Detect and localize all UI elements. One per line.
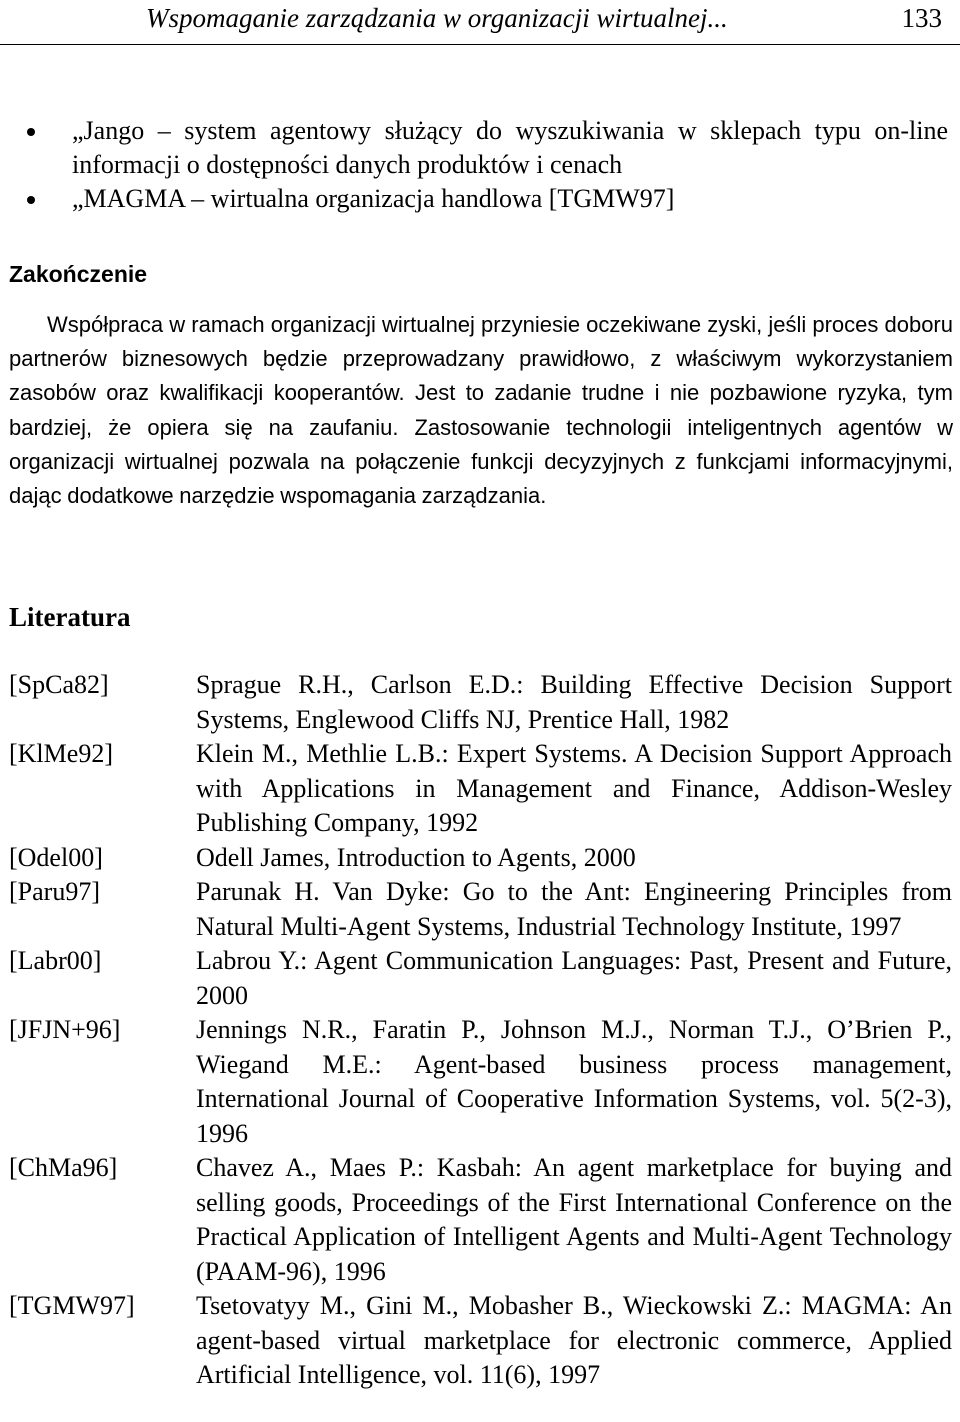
list-item [0,182,960,216]
reference-key: [SpCa82] [9,670,109,699]
section-heading-conclusion: Zakończenie [9,261,148,287]
bullet-text: „Jango – system agentowy służący do wyszukiwania w sklepach typu on-line informacji o dostępności danych produktów i cenach [72,116,948,179]
bullet-text: „MAGMA – wirtualna organizacja handlowa [TGMW97] [72,184,675,213]
reference-entry [0,668,960,737]
page-number: 133 [901,3,942,33]
reference-text: Klein M., Methlie L.B.: Expert Systems. A Decision Support Approach with Applications in Management and Finance, Addison-Wesley Publishing Company, 1992 [196,739,952,837]
reference-key: [ChMa96] [9,1153,118,1182]
reference-text: Odell James, Introduction to Agents, 2000 [196,842,636,872]
conclusion-paragraph: Współpraca w ramach organizacji wirtualnej przyniesie oczekiwane zyski, jeśli proces doboru partnerów biznesowych będzie przeprowadzany prawidłowo, z właściwym wykorzystaniem zasobów oraz kwalifikacji kooperantów. Jest to zadanie trudne i nie pozbawione ryzyka, tym bardziej, że opiera się na zaufaniu. Zastosowanie technologii inteligentnych agentów w organizacji wirtualnej pozwala na połączenie funkcji decyzyjnych z funkcjami informacyjnymi, dając dodatkowe narzędzie wspomagania zarządzania. [9,312,953,509]
reference-text: Sprague R.H., Carlson E.D.: Building Effective Decision Support Systems, Englewood Cliffs NJ, Prentice Hall, 1982 [196,670,952,734]
reference-text: Parunak H. Van Dyke: Go to the Ant: Engineering Principles from Natural Multi-Agent Systems, Industrial Technology Institute, 1997 [196,877,952,941]
reference-entry [0,1013,960,1151]
reference-text: Labrou Y.: Agent Communication Languages: Past, Present and Future, 2000 [196,946,952,1010]
reference-entry [0,944,960,1013]
section-heading-literature: Literatura [9,602,131,632]
running-header [0,0,960,45]
reference-entry [0,1151,960,1289]
reference-text: Jennings N.R., Faratin P., Johnson M.J., Norman T.J., O’Brien P., Wiegand M.E.: Agent-based business process management, International Journal of Cooperative Information Systems, vol. 5(2-3), 1996 [196,1015,952,1148]
reference-text: Tsetovatyy M., Gini M., Mobasher B., Wieckowski Z.: MAGMA: An agent-based virtual marketplace for electronic commerce, Applied Artificial Intelligence, vol. 11(6), 1997 [196,1291,952,1389]
bullet-icon [27,128,35,136]
running-title: Wspomaganie zarządzania w organizacji wirtualnej... [146,3,728,33]
reference-key: [Paru97] [9,877,100,906]
reference-key: [TGMW97] [9,1291,135,1320]
reference-key: [Odel00] [9,842,103,872]
reference-entry [0,875,960,944]
list-item [0,114,960,182]
reference-key: [Labr00] [9,946,102,975]
reference-entry [0,1289,960,1393]
reference-key: [KlMe92] [9,739,113,768]
reference-entry [0,841,960,876]
reference-text: Chavez A., Maes P.: Kasbah: An agent marketplace for buying and selling goods, Proceedings of the First International Conference on the Practical Application of Intelligent Agents and Multi-Agent Technology (PAAM-96), 1996 [196,1153,952,1286]
bullet-icon [27,196,35,204]
reference-entry [0,737,960,841]
reference-key: [JFJN+96] [9,1015,121,1044]
bullet-list [0,114,960,216]
reference-list [0,668,960,1393]
